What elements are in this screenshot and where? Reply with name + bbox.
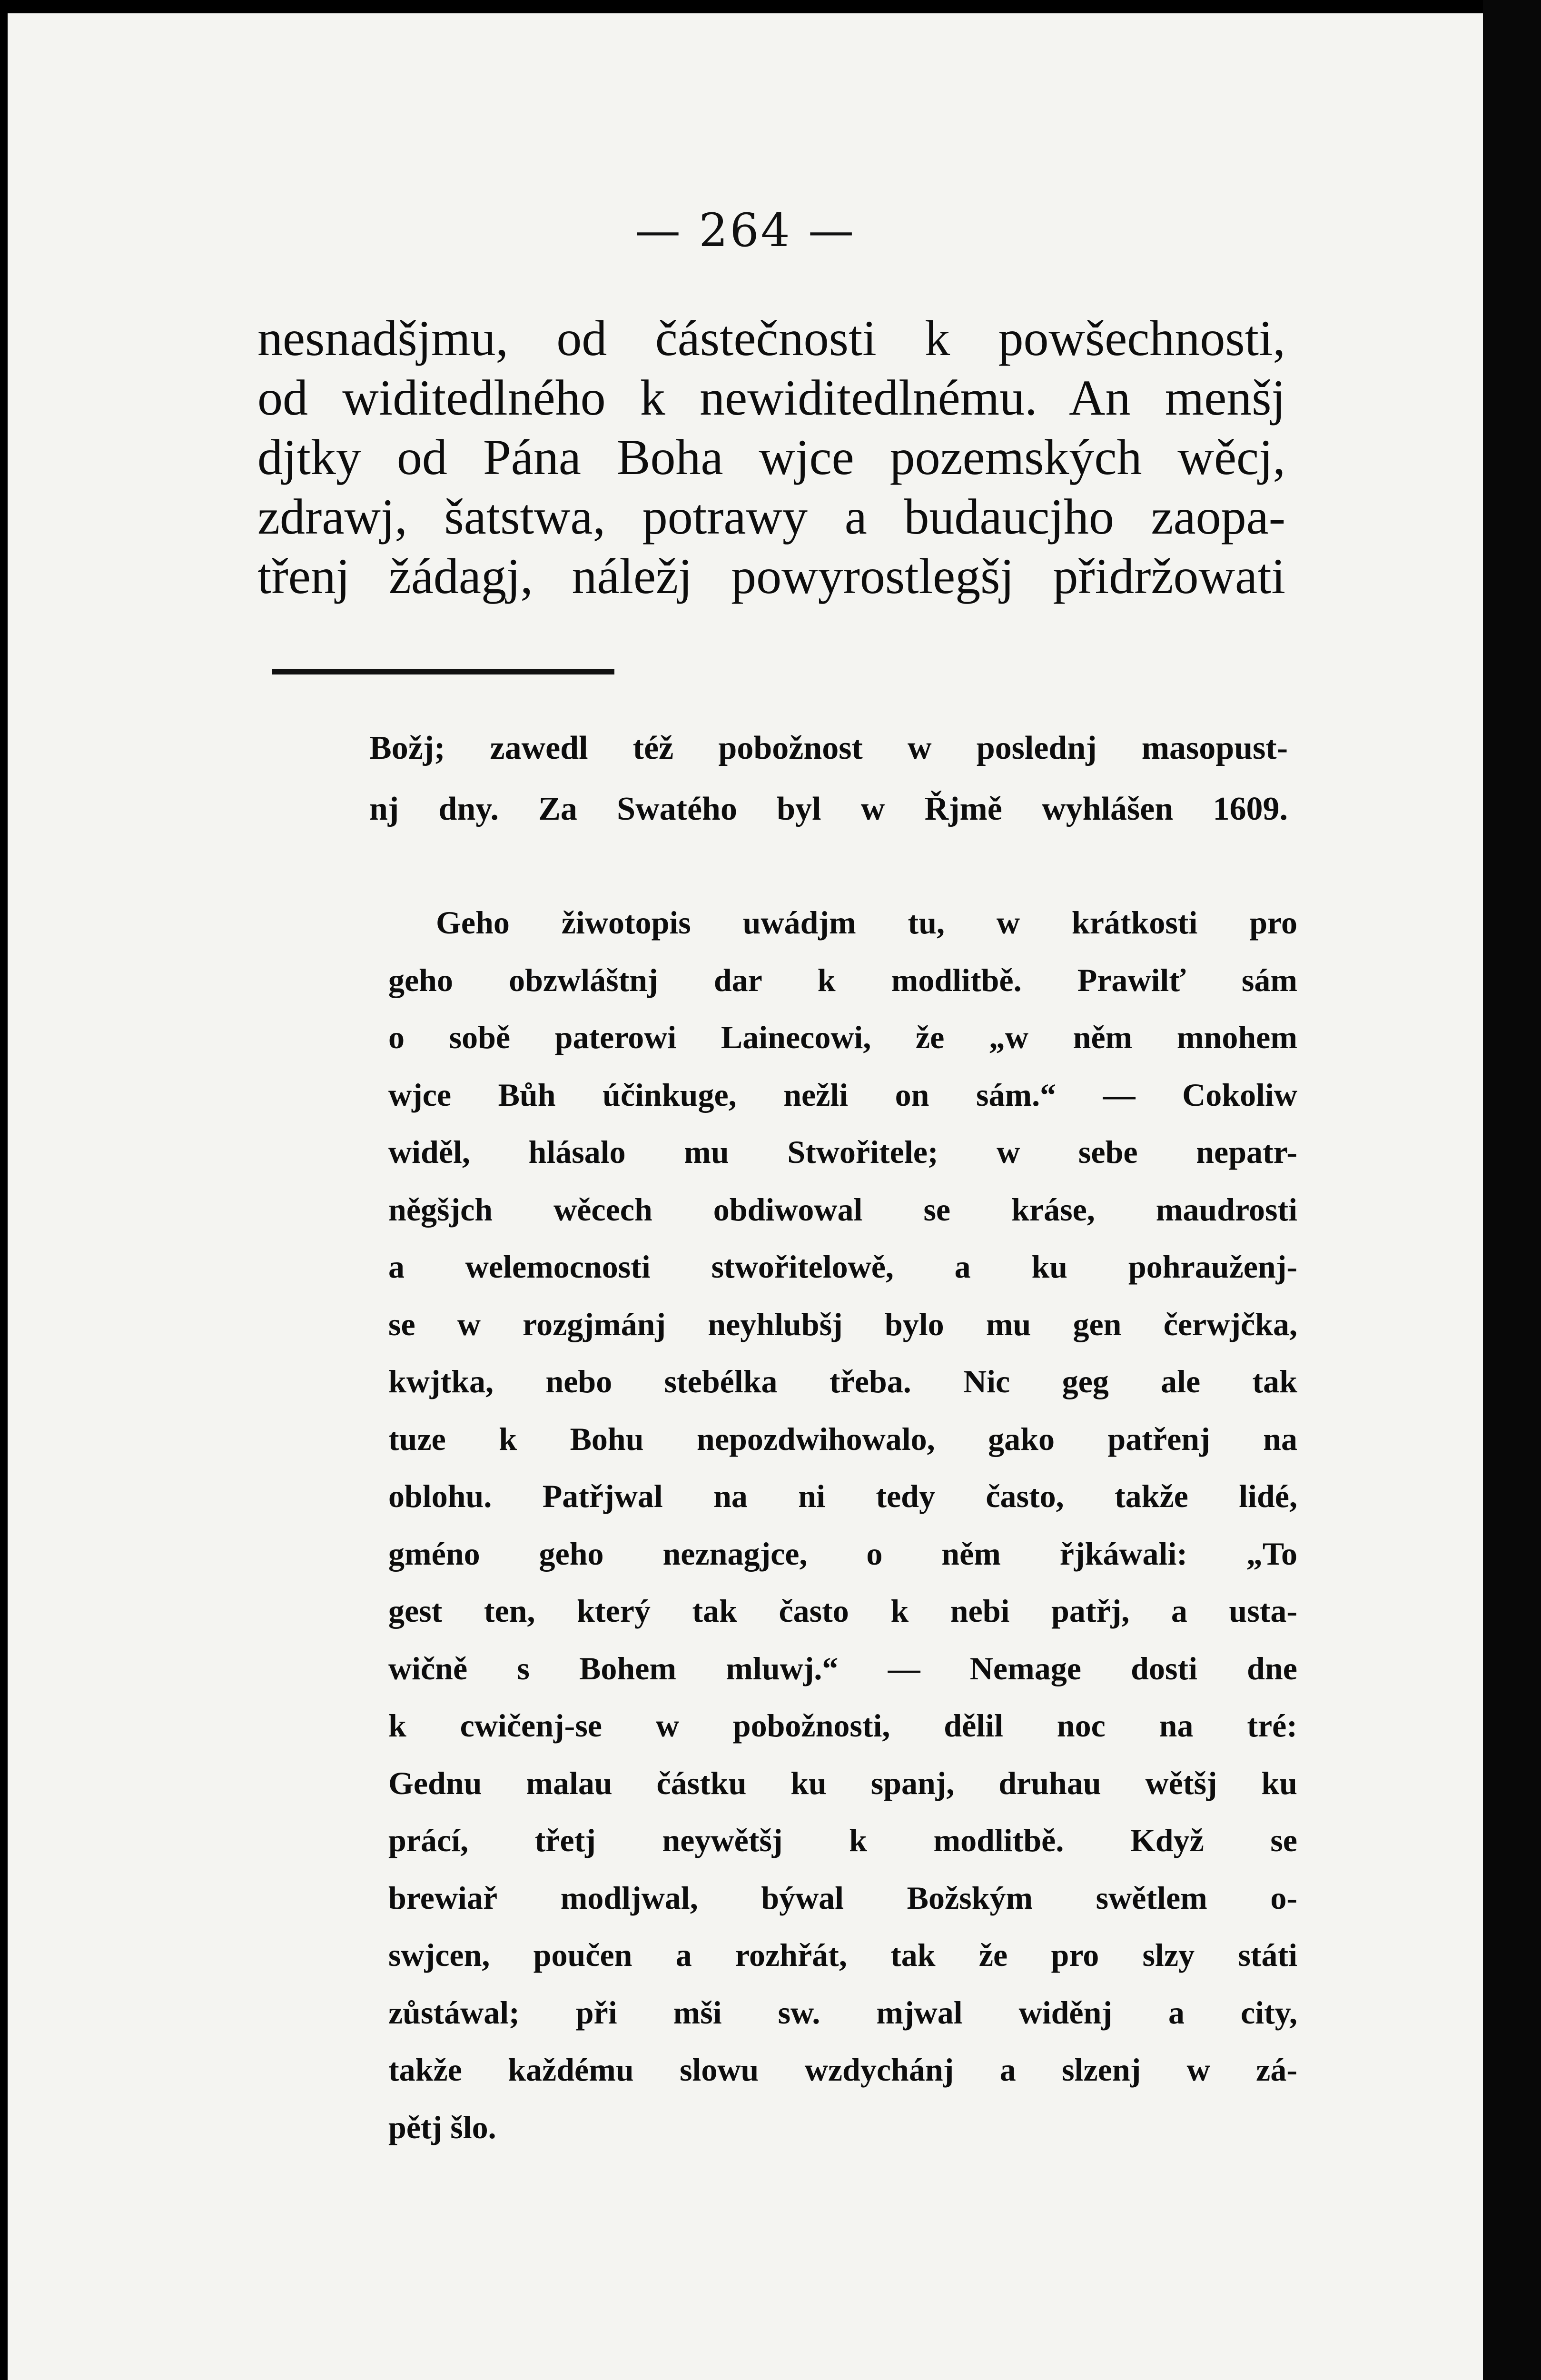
footnote-line: o sobě paterowi Lainecowi, že „w něm mnohem (388, 1019, 1297, 1055)
scan-border (1483, 0, 1541, 2380)
main-text-line: zdrawj, šatstwa, potrawy a budaucjho zaopa- (257, 489, 1285, 545)
footnote-line: widěl, hlásalo mu Stwořitele; w sebe nepatr- (388, 1134, 1297, 1170)
footnote-line: kwjtka, nebo stebélka třeba. Nic geg ale tak (388, 1363, 1297, 1399)
book-page (8, 13, 1483, 2380)
footnote-line: tuze k Bohu nepozdwihowalo, gako patřenj na (388, 1420, 1297, 1457)
footnote-line: se w rozgjmánj neyhlubšj bylo mu gen čerwjčka, (388, 1306, 1297, 1342)
footnote-line: gest ten, který tak často k nebi patřj, a usta- (388, 1593, 1297, 1629)
footnote-line: geho obzwláštnj dar k modlitbě. Prawilť sám (388, 962, 1297, 998)
main-text-line: třenj žádagj, náležj powyrostlegšj přidržowati (257, 548, 1285, 604)
footnote-line: k cwičenj-se w pobožnosti, dělil noc na tré: (388, 1707, 1297, 1744)
footnote-line: brewiař modljwal, býwal Božským swětlem o- (388, 1879, 1297, 1916)
footnote-line: a welemocnosti stwořitelowě, a ku pohrauženj- (388, 1249, 1297, 1285)
footnote-intro-line: nj dny. Za Swatého byl w Řjmě wyhlášen 1609. (369, 791, 1288, 827)
footnote-line: wjce Bůh účinkuge, nežli on sám.“ — Cokoliw (388, 1076, 1297, 1113)
footnote-line: gméno geho neznagjce, o něm řjkáwali: „To (388, 1535, 1297, 1572)
footnote-line: wičně s Bohem mluwj.“ — Nemage dosti dne (388, 1650, 1297, 1686)
footnote-line: takže každému slowu wzdychánj a slzenj w zá- (388, 2052, 1297, 2088)
page-number: — 264 — (634, 204, 856, 257)
footnote-line: swjcen, poučen a rozhřát, tak že pro slzy státi (388, 1937, 1297, 1973)
main-text-line: od widitedlného k newiditedlnému. An menšj (257, 370, 1285, 426)
main-text-line: djtky od Pána Boha wjce pozemských wěcj, (257, 429, 1285, 485)
footnote-intro (369, 718, 1288, 840)
footnote-line: Geho žiwotopis uwádjm tu, w krátkosti pro (436, 904, 1297, 941)
footnote-divider (272, 669, 614, 674)
footnote-line: prácí, třetj neywětšj k modlitbě. Když se (388, 1822, 1297, 1858)
main-text-line: nesnadšjmu, od částečnosti k powšechnosti, (257, 310, 1285, 366)
footnote-line: pětj šlo. (388, 2109, 496, 2145)
footnote-line: zůstáwal; při mši sw. mjwal widěnj a city, (388, 1994, 1297, 2031)
footnote-line: něgšjch wěcech obdiwowal se kráse, maudrosti (388, 1191, 1297, 1228)
footnote-line: oblohu. Patřjwal na ni tedy často, takže lidé, (388, 1478, 1297, 1514)
footnote-paragraph (388, 894, 1297, 2156)
footnote-intro-line: Božj; zawedl též pobožnost w poslednj masopust- (369, 730, 1288, 766)
footnote-line: Gednu malau částku ku spanj, druhau wětšj ku (388, 1765, 1297, 1801)
main-text (257, 308, 1285, 606)
